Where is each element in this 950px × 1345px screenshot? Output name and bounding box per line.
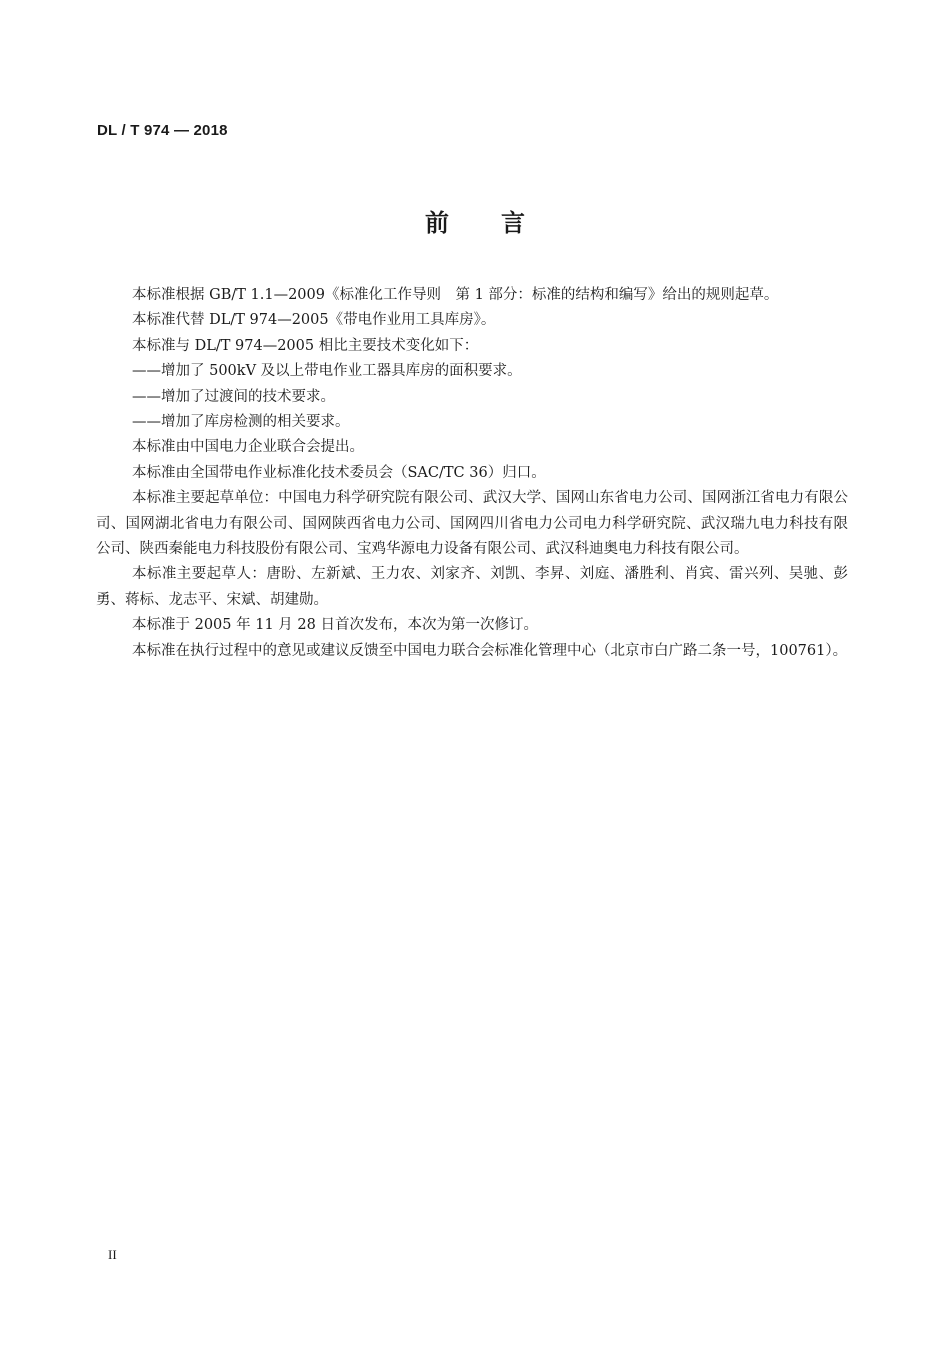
paragraph-history: 本标准于 2005 年 11 月 28 日首次发布，本次为第一次修订。: [132, 617, 538, 634]
paragraph-drafting-units: 本标准主要起草单位：中国电力科学研究院有限公司、武汉大学、国网山东省电力公司、国网浙江省电力有限公司、国网湖北省电力有限公司、国网陕西省电力公司、国网四川省电力公司电力科学研究院、武汉瑞九电力科技有限公司、陕西秦能电力科技股份有限公司、宝鸡华源电力设备有限公司、武汉科迪奥电力科技有限公司。: [96, 490, 848, 558]
paragraph-changes-intro: 本标准与 DL/T 974—2005 相比主要技术变化如下：: [132, 337, 479, 354]
paragraph-under-jurisdiction: 本标准由全国带电作业标准化技术委员会（SAC/TC 36）归口。: [132, 464, 546, 481]
change-item-area: ——增加了 500kV 及以上带电作业工器具库房的面积要求。: [132, 363, 522, 380]
paragraph-replaces: 本标准代替 DL/T 974—2005《带电作业用工具库房》。: [132, 312, 496, 329]
paragraph-drafting-rules: 本标准根据 GB/T 1.1—2009《标准化工作导则 第 1 部分：标准的结构和编写》给出的规则起草。: [132, 287, 779, 303]
page-title: 前言: [425, 209, 577, 237]
paragraph-proposed-by: 本标准由中国电力企业联合会提出。: [132, 439, 364, 456]
paragraph-drafters: 本标准主要起草人：唐盼、左新斌、王力农、刘家齐、刘凯、李昇、刘庭、潘胜利、肖宾、雷兴列、吴驰、彭勇、蒋标、龙志平、宋斌、胡建勋。: [96, 566, 848, 608]
change-item-inspection: ——增加了库房检测的相关要求。: [132, 414, 350, 431]
document-code: DL / T 974 — 2018: [97, 122, 228, 139]
change-item-transition-room: ——增加了过渡间的技术要求。: [132, 388, 335, 405]
paragraph-feedback: 本标准在执行过程中的意见或建议反馈至中国电力联合会标准化管理中心（北京市白广路二条一号，100761）。: [132, 642, 848, 659]
foreword-body: [96, 283, 848, 664]
page-number: II: [108, 1247, 117, 1262]
